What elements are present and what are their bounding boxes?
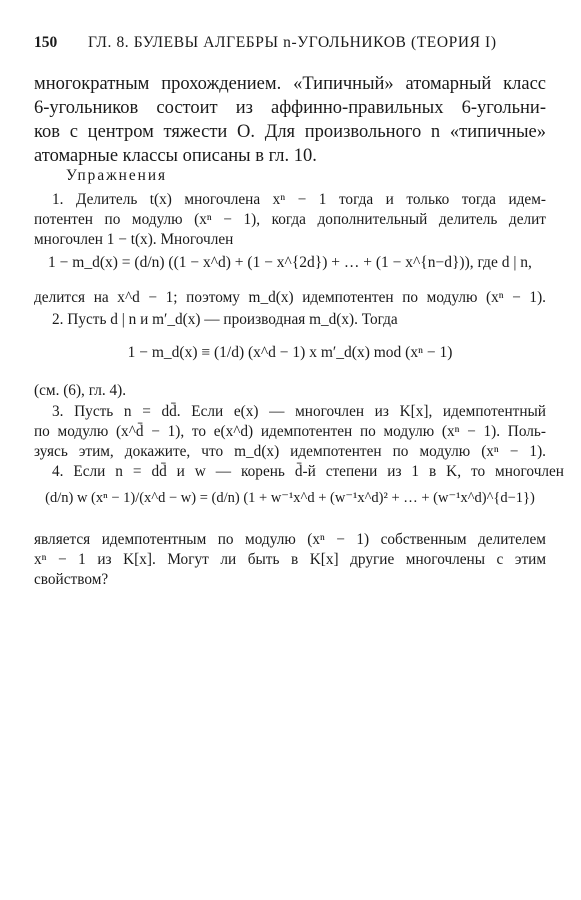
- exercise-3-line: по модулю (x^d̄ − 1), то e(x^d) идемпотентен по модулю (xⁿ − 1). Поль-: [34, 423, 546, 440]
- exercise-1-conclusion: делится на x^d − 1; поэтому m_d(x) идемпотентен по модулю (xⁿ − 1).: [34, 289, 546, 306]
- exercise-2-formula: 1 − m_d(x) ≡ (1/d) (x^d − 1) x m′_d(x) mod (xⁿ − 1): [127, 344, 453, 361]
- exercise-4-formula: (d/n) w (xⁿ − 1)/(x^d − w) = (d/n) (1 + w⁻¹x^d + (w⁻¹x^d)² + … + (w⁻¹x^d)^{d̄−1}): [45, 490, 535, 506]
- exercise-3: [34, 402, 546, 462]
- intro-line: ков с центром тяжести O. Для произвольного n «типичные»: [34, 122, 546, 142]
- exercise-1-formula: 1 − m_d(x) = (d/n) ((1 − x^d) + (1 − x^{2d}) + … + (1 − x^{n−d})), где d | n,: [48, 254, 532, 271]
- exercises-heading: Упражнения: [66, 167, 168, 184]
- exercise-4-conclusion: [34, 530, 546, 590]
- intro-line: атомарные классы описаны в гл. 10.: [34, 146, 317, 166]
- exercise-4-line: xⁿ − 1 из K[x]. Могут ли быть в K[x] другие многочлены с этим: [34, 551, 546, 568]
- exercise-2-reference: (см. (6), гл. 4).: [34, 382, 127, 399]
- intro-line: многократным прохождением. «Типичный» атомарный класс: [34, 74, 546, 94]
- exercise-2-statement: 2. Пусть d | n и m′_d(x) — производная m_d(x). Тогда: [52, 311, 398, 328]
- exercise-3-line: 3. Пусть n = dd̄. Если e(x) — многочлен из K[x], идемпотентный: [52, 403, 546, 420]
- exercise-1-line: 1. Делитель t(x) многочлена xⁿ − 1 тогда и только тогда идем-: [52, 191, 546, 208]
- intro-paragraph: [34, 72, 546, 168]
- page-number: 150: [34, 34, 58, 51]
- running-title: ГЛ. 8. БУЛЕВЫ АЛГЕБРЫ n-УГОЛЬНИКОВ (ТЕОРИЯ I): [88, 34, 497, 51]
- exercise-4-statement: 4. Если n = dd̄ и w — корень d̄-й степени из 1 в K, то многочлен: [52, 463, 564, 480]
- exercise-1: [34, 190, 546, 250]
- intro-line: 6-угольников состоит из аффинно-правильных 6-угольни-: [34, 98, 546, 118]
- exercise-1-line: потентен по модулю (xⁿ − 1), когда дополнительный делитель делит: [34, 211, 546, 228]
- exercise-4-line: свойством?: [34, 571, 109, 588]
- exercise-1-line: многочлен 1 − t(x). Многочлен: [34, 231, 234, 248]
- page-header: [34, 34, 546, 56]
- exercise-3-line: зуясь этим, докажите, что m_d(x) идемпотентен по модулю (xⁿ − 1).: [34, 443, 546, 460]
- exercise-4-line: является идемпотентным по модулю (xⁿ − 1) собственным делителем: [34, 531, 546, 548]
